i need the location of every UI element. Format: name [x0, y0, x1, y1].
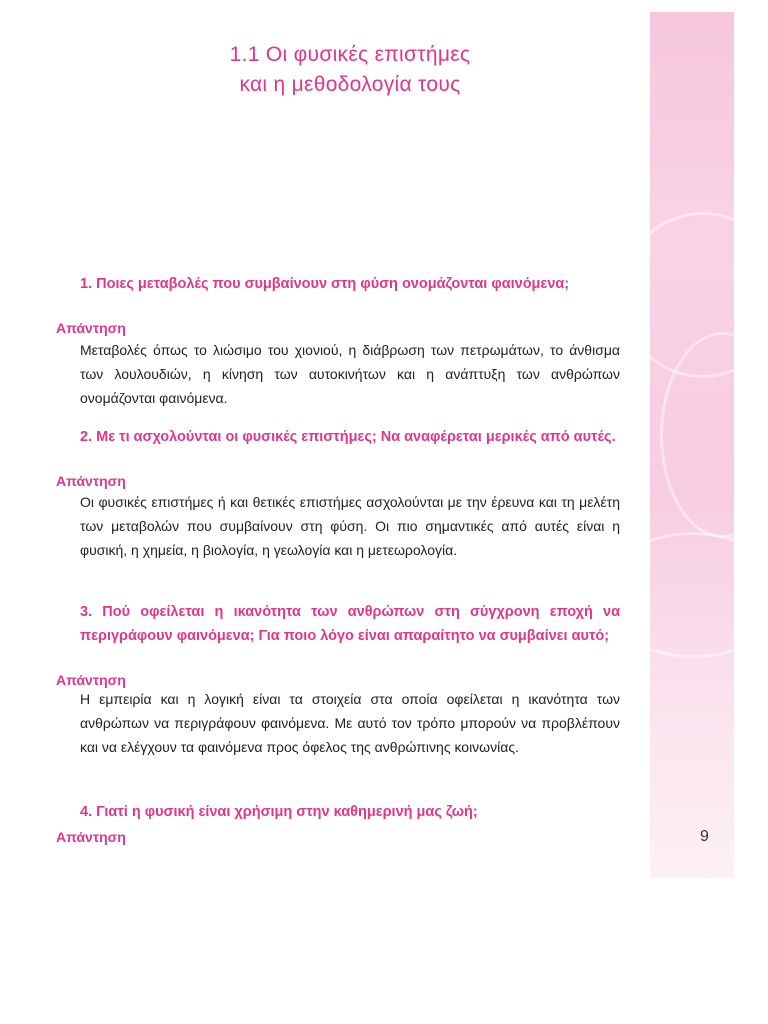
answer-3: Η εμπειρία και η λογική είναι τα στοιχεία στα οποία οφείλεται η ικανότητα των ανθρώπων να περιγράφουν φαινόμενα. Με αυτό τον τρόπο μπορούν να προβλέπουν και να ελέγχουν τα φαινόμενα προς όφελος της ανθρώπινης κοινωνίας.: [80, 691, 620, 755]
answer-label-3: Απάντηση: [56, 672, 126, 688]
page-number: 9: [700, 828, 709, 845]
decorative-side-band: [650, 12, 734, 878]
heading-line-1: 1.1 Οι φυσικές επιστήμες: [229, 43, 471, 66]
section-heading: [160, 40, 540, 100]
question-3: 3. Πού οφείλεται η ικανότητα των ανθρώπων στη σύγχρονη εποχή να περιγράφουν φαινόμενα; Για ποιο λόγο είναι απαραίτητο να συμβαίνει αυτό;: [80, 604, 620, 644]
question-4: 4. Γιατί η φυσική είναι χρήσιμη στην καθημερινή μας ζωή;: [80, 804, 478, 820]
answer-label-4: Απάντηση: [56, 829, 126, 845]
answer-1: Μεταβολές όπως το λιώσιμο του χιονιού, η διάβρωση των πετρωμάτων, το άνθισμα των λουλουδιών, η κίνηση των αυτοκινήτων και η ανάπτυξη των ανθρώπων ονομάζονται φαινόμενα.: [80, 342, 620, 406]
answer-2: Οι φυσικές επιστήμες ή και θετικές επιστήμες ασχολούνται με την έρευνα και τη μελέτη των μεταβολών που συμβαίνουν στη φύση. Οι πιο σημαντικές από αυτές είναι η φυσική, η χημεία, η βιολογία, η γεωλογία και η μετεωρολογία.: [80, 494, 620, 558]
answer-label-1: Απάντηση: [56, 320, 126, 336]
answer-label-2: Απάντηση: [56, 473, 126, 489]
question-1: 1. Ποιες μεταβολές που συμβαίνουν στη φύση ονομάζονται φαινόμενα;: [80, 276, 570, 292]
question-2: 2. Με τι ασχολούνται οι φυσικές επιστήμες; Να αναφέρεται μερικές από αυτές.: [80, 429, 616, 445]
decorative-swirl: [650, 532, 734, 658]
heading-line-2: και η μεθοδολογία τους: [239, 73, 461, 96]
